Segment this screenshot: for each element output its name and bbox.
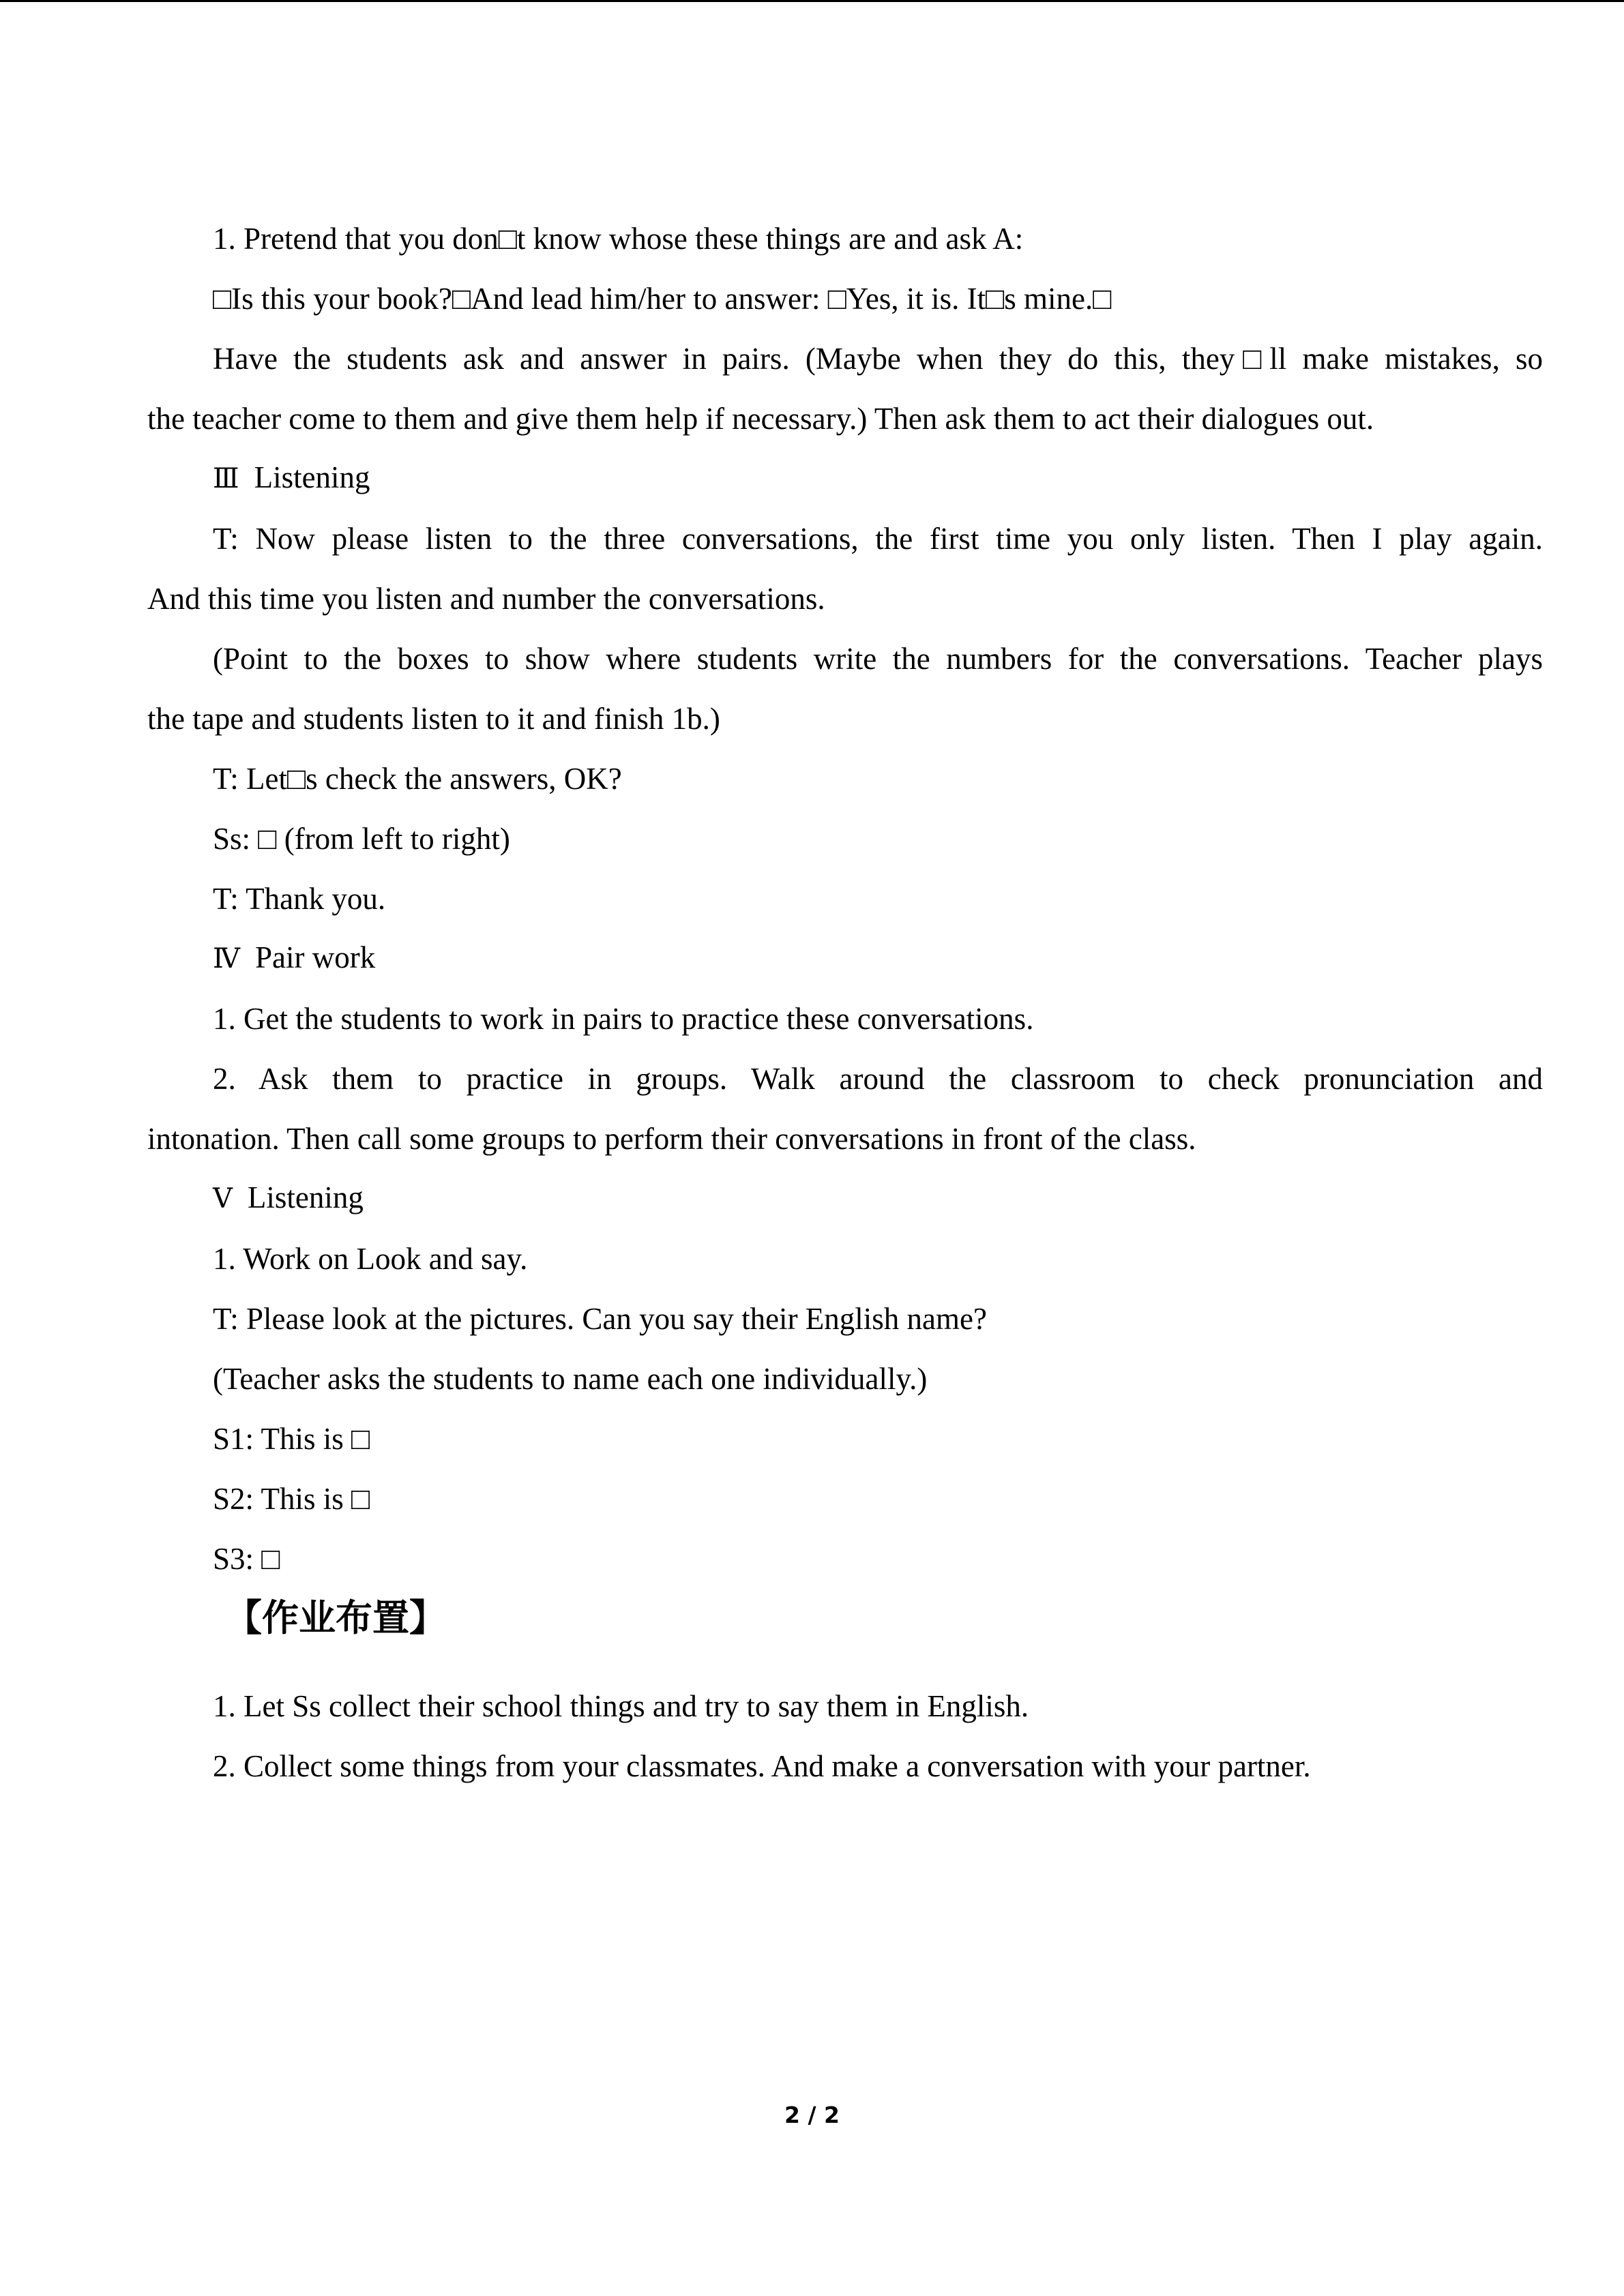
- paragraph-line: S1: This is □: [213, 1422, 370, 1456]
- paragraph-line: T: Now please listen to the three conversations, the first time you only listen. Then I play again.: [213, 522, 1543, 556]
- section-heading-listening-2: [213, 1178, 364, 1218]
- section-title: Listening: [254, 460, 370, 494]
- paragraph-line: (Teacher asks the students to name each one individually.): [213, 1362, 928, 1396]
- paragraph-line: 1. Get the students to work in pairs to practice these conversations.: [213, 1002, 1034, 1036]
- homework-heading: 【作业布置】: [225, 1596, 446, 1639]
- paragraph-line: 2. Ask them to practice in groups. Walk around the classroom to check pronunciation and: [213, 1062, 1543, 1096]
- section-numeral: Ⅲ: [213, 463, 239, 494]
- paragraph-line: 1. Pretend that you don□t know whose these things are and ask A:: [213, 222, 1024, 256]
- section-heading-listening: [213, 458, 370, 498]
- paragraph-line: 1. Work on Look and say.: [213, 1242, 528, 1276]
- paragraph-line: And this time you listen and number the conversations.: [147, 582, 825, 616]
- section-numeral: Ⅳ: [213, 943, 240, 974]
- paragraph-line: the teacher come to them and give them help if necessary.) Then ask them to act their dialogues out.: [147, 402, 1374, 436]
- section-numeral: Ⅴ: [213, 1183, 233, 1214]
- paragraph-line: intonation. Then call some groups to perform their conversations in front of the class.: [147, 1122, 1196, 1156]
- paragraph-line: (Point to the boxes to show where students write the numbers for the conversations. Teacher plays: [213, 642, 1543, 676]
- paragraph-line: T: Thank you.: [213, 882, 386, 916]
- homework-item: 1. Let Ss collect their school things and try to say them in English.: [213, 1689, 1029, 1723]
- paragraph-line: the tape and students listen to it and finish 1b.): [147, 702, 720, 736]
- paragraph-line: T: Please look at the pictures. Can you say their English name?: [213, 1302, 987, 1336]
- paragraph-line: S2: This is □: [213, 1482, 370, 1516]
- paragraph-line: Have the students ask and answer in pairs. (Maybe when they do this, they□ll make mistakes, so: [213, 342, 1543, 376]
- homework-item: 2. Collect some things from your classmates. And make a conversation with your partner.: [213, 1749, 1311, 1783]
- paragraph-line: S3: □: [213, 1542, 280, 1576]
- page-number: 2 / 2: [784, 2102, 840, 2128]
- section-heading-pair-work: [213, 938, 375, 978]
- section-title: Pair work: [254, 940, 376, 974]
- paragraph-line: T: Let□s check the answers, OK?: [213, 762, 622, 796]
- paragraph-line: □Is this your book?□And lead him/her to answer: □Yes, it is. It□s mine.□: [213, 282, 1112, 316]
- section-title: Listening: [247, 1180, 364, 1214]
- paragraph-line: Ss: □ (from left to right): [213, 822, 510, 856]
